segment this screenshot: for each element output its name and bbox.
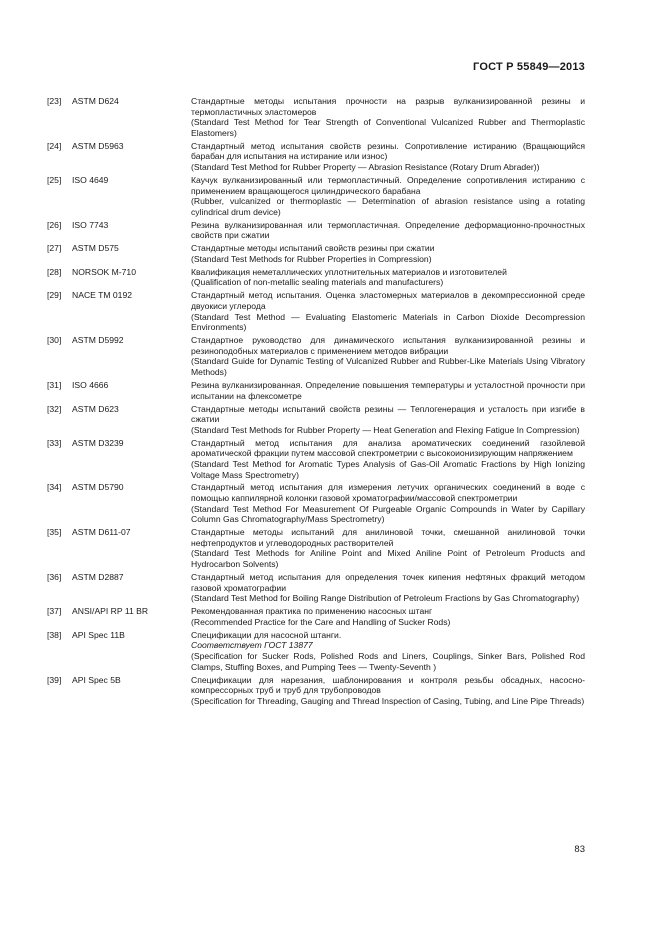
reference-title-line: (Standard Test Methods for Rubber Property — Heat Generation and Flexing Fatigue In Compression): [191, 424, 580, 435]
reference-title-line: Резина вулканизированная. Определение повышения температуры и усталостной прочности при испытании на флексометре: [191, 379, 585, 401]
reference-code: ANSI/API RP 11 BR: [72, 606, 149, 617]
reference-description: [191, 175, 585, 217]
reference-entry: [47, 606, 585, 627]
bibliography-list: [47, 96, 585, 709]
reference-number: [26]: [47, 219, 62, 230]
reference-title-line: Стандартный метод испытания свойств резины. Сопротивление истиранию (Вращающийся барабан для испытания на истирание или износ): [191, 140, 585, 162]
reference-title-line: Стандартное руководство для динамического испытания вулканизированной резины и резиноподобных материалов с применением методов вибрации: [191, 335, 585, 356]
reference-code: ASTM D3239: [72, 437, 124, 448]
reference-entry: [47, 141, 585, 173]
reference-description: [191, 380, 585, 401]
reference-title-line: Стандартные методы испытаний свойств резины при сжатии: [191, 243, 435, 254]
reference-title-line: Квалификация неметаллических уплотнительных материалов и изготовителей: [191, 266, 507, 277]
reference-title-line: Стандартный метод испытания для определения точек кипения нефтяных фракций методом газовой хроматографии: [191, 572, 585, 593]
reference-number: [30]: [47, 335, 62, 346]
reference-code: ASTM D5963: [72, 140, 124, 151]
reference-title-line: Стандартные методы испытаний свойств резины — Теплогенерация и усталость при изгибе в сжатии: [191, 403, 585, 425]
reference-entry: [47, 438, 585, 480]
reference-description: [191, 404, 585, 436]
reference-entry: [47, 527, 585, 569]
reference-number: [32]: [47, 403, 62, 414]
reference-title-line: (Standard Test Methods for Aniline Point and Mixed Aniline Point of Petroleum Products and Hydrocarbon Solvents): [191, 548, 585, 570]
reference-number: [25]: [47, 174, 62, 185]
reference-title-line: (Standard Test Method for Boiling Range Distribution of Petroleum Fractions by Gas Chromatography): [191, 593, 580, 604]
reference-title-line: Рекомендованная практика по применению насосных штанг: [191, 606, 433, 617]
reference-number: [31]: [47, 379, 62, 390]
reference-entry: [47, 675, 585, 707]
reference-title-line: (Rubber, vulcanized or thermoplastic — Determination of abrasion resistance using a rotating cylindrical drum device): [191, 196, 585, 217]
reference-title-line: Каучук вулканизированный или термопластичный. Определение сопротивления истиранию с применением вращающегося цилиндрического барабана: [191, 174, 585, 196]
reference-entry: [47, 243, 585, 264]
reference-number: [38]: [47, 629, 62, 640]
reference-title-line: Спецификации для нарезания, шаблонирования и контроля резьбы обсадных, насосно-компрессорных труб и труб для трубопроводов: [191, 674, 585, 696]
reference-description: [191, 630, 585, 672]
reference-entry: [47, 404, 585, 436]
reference-description: [191, 96, 585, 138]
reference-title-line: (Standard Guide for Dynamic Testing of Vulcanized Rubber and Rubber-Like Materials Using Vibratory Methods): [191, 356, 585, 377]
reference-title-line: (Standard Test Method For Measurement Of Purgeable Organic Compounds in Water by Capillary Column Gas Chromatography/Mass Spectrometry): [191, 503, 585, 525]
reference-number: [33]: [47, 437, 62, 448]
reference-number: [37]: [47, 606, 62, 617]
reference-entry: [47, 175, 585, 217]
reference-entry: [47, 220, 585, 241]
reference-title-line: Стандартный метод испытания для измерения летучих органических соединений в воде с помощью каппилярной колонки газовой хроматографии/массовой спектрометрии: [191, 482, 585, 504]
reference-entry: [47, 267, 585, 288]
reference-code: ISO 4666: [72, 379, 109, 390]
document-standard-header: ГОСТ Р 55849—2013: [473, 61, 585, 73]
reference-title-line: Стандартные методы испытания прочности на разрыв вулканизированной резины и термопластичных эластомеров: [191, 96, 585, 117]
reference-code: NORSOK M-710: [72, 266, 136, 277]
page-number: 83: [574, 844, 585, 855]
reference-code: ASTM D575: [72, 243, 119, 254]
reference-entry: [47, 630, 585, 672]
reference-number: [29]: [47, 290, 62, 301]
reference-number: [28]: [47, 266, 62, 277]
reference-number: [24]: [47, 140, 62, 151]
reference-code: API Spec 5B: [72, 674, 121, 685]
reference-description: [191, 438, 585, 480]
reference-entry: [47, 380, 585, 401]
reference-code: ASTM D611-07: [72, 527, 131, 538]
reference-description: [191, 220, 585, 241]
reference-title-line: Спецификации для насосной штанги.: [191, 629, 342, 640]
reference-description: [191, 482, 585, 524]
reference-description: [191, 267, 585, 288]
reference-code: ASTM D624: [72, 96, 119, 106]
reference-code: ASTM D2887: [72, 572, 124, 583]
reference-description: [191, 572, 585, 604]
reference-number: [39]: [47, 674, 62, 685]
reference-title-line: (Standard Test Method for Aromatic Types Analysis of Gas-Oil Aromatic Fractions by High Ionizing Voltage Mass Spectrometry): [191, 458, 585, 480]
reference-entry: [47, 96, 585, 138]
reference-number: [27]: [47, 243, 62, 254]
reference-title-line: (Recommended Practice for the Care and Handling of Sucker Rods): [191, 616, 451, 627]
reference-code: ASTM D5992: [72, 335, 124, 346]
reference-entry: [47, 335, 585, 377]
reference-code: NACE TM 0192: [72, 290, 133, 301]
reference-code: API Spec 11B: [72, 629, 125, 640]
reference-number: [34]: [47, 482, 62, 493]
reference-title-line: Стандартный метод испытания для анализа ароматических соединений газойлевой ароматической фракции путем массовой спектрометрии с высокоионизирующим напряжением: [191, 437, 585, 459]
reference-entry: [47, 290, 585, 332]
reference-description: [191, 675, 585, 707]
reference-code: ISO 7743: [72, 219, 109, 230]
reference-number: [23]: [47, 96, 62, 106]
reference-description: [191, 290, 585, 332]
reference-entry: [47, 482, 585, 524]
reference-entry: [47, 572, 585, 604]
reference-title-line: Стандартные методы испытаний для анилиновой точки, смешанной анилиновой точки нефтепродуктов и углеводородных растворителей: [191, 527, 585, 548]
reference-title-line: (Specification for Sucker Rods, Polished Rods and Liners, Couplings, Sinker Bars, Polished Rod Clamps, Stuffing Boxes, and Pumping Tees — Twenty-Seventh ): [191, 650, 585, 672]
reference-title-line: Стандартный метод испытания. Оценка эластомерных материалов в декомпрессионной среде двуокиси углерода: [191, 290, 585, 312]
reference-title-line: (Standard Test Method for Tear Strength of Conventional Vulcanized Rubber and Thermoplastic Elastomers): [191, 117, 585, 138]
reference-title-line: (Standard Test Method for Rubber Property — Abrasion Resistance (Rotary Drum Abrader)): [191, 161, 540, 172]
reference-code: ISO 4649: [72, 174, 109, 185]
reference-code: ASTM D623: [72, 403, 119, 414]
reference-number: [35]: [47, 527, 62, 538]
reference-title-line: (Specification for Threading, Gauging and Thread Inspection of Casing, Tubing, and Line Pipe Threads): [191, 695, 585, 706]
reference-description: [191, 243, 585, 264]
reference-title-line: (Qualification of non-metallic sealing materials and manufacturers): [191, 277, 444, 288]
reference-title-line: (Standard Test Methods for Rubber Properties in Compression): [191, 253, 432, 264]
reference-title-line: Резина вулканизированная или термопластичная. Определение деформационно-прочностных свойств при сжатии: [191, 219, 585, 241]
reference-title-line: (Standard Test Method — Evaluating Elastomeric Materials in Carbon Dioxide Decompression Environments): [191, 311, 585, 333]
reference-description: [191, 527, 585, 569]
reference-description: [191, 141, 585, 173]
reference-description: [191, 606, 585, 627]
reference-number: [36]: [47, 572, 62, 583]
reference-description: [191, 335, 585, 377]
reference-code: ASTM D5790: [72, 482, 124, 493]
reference-correspondence-note: Соответствует ГОСТ 13877: [191, 640, 313, 651]
